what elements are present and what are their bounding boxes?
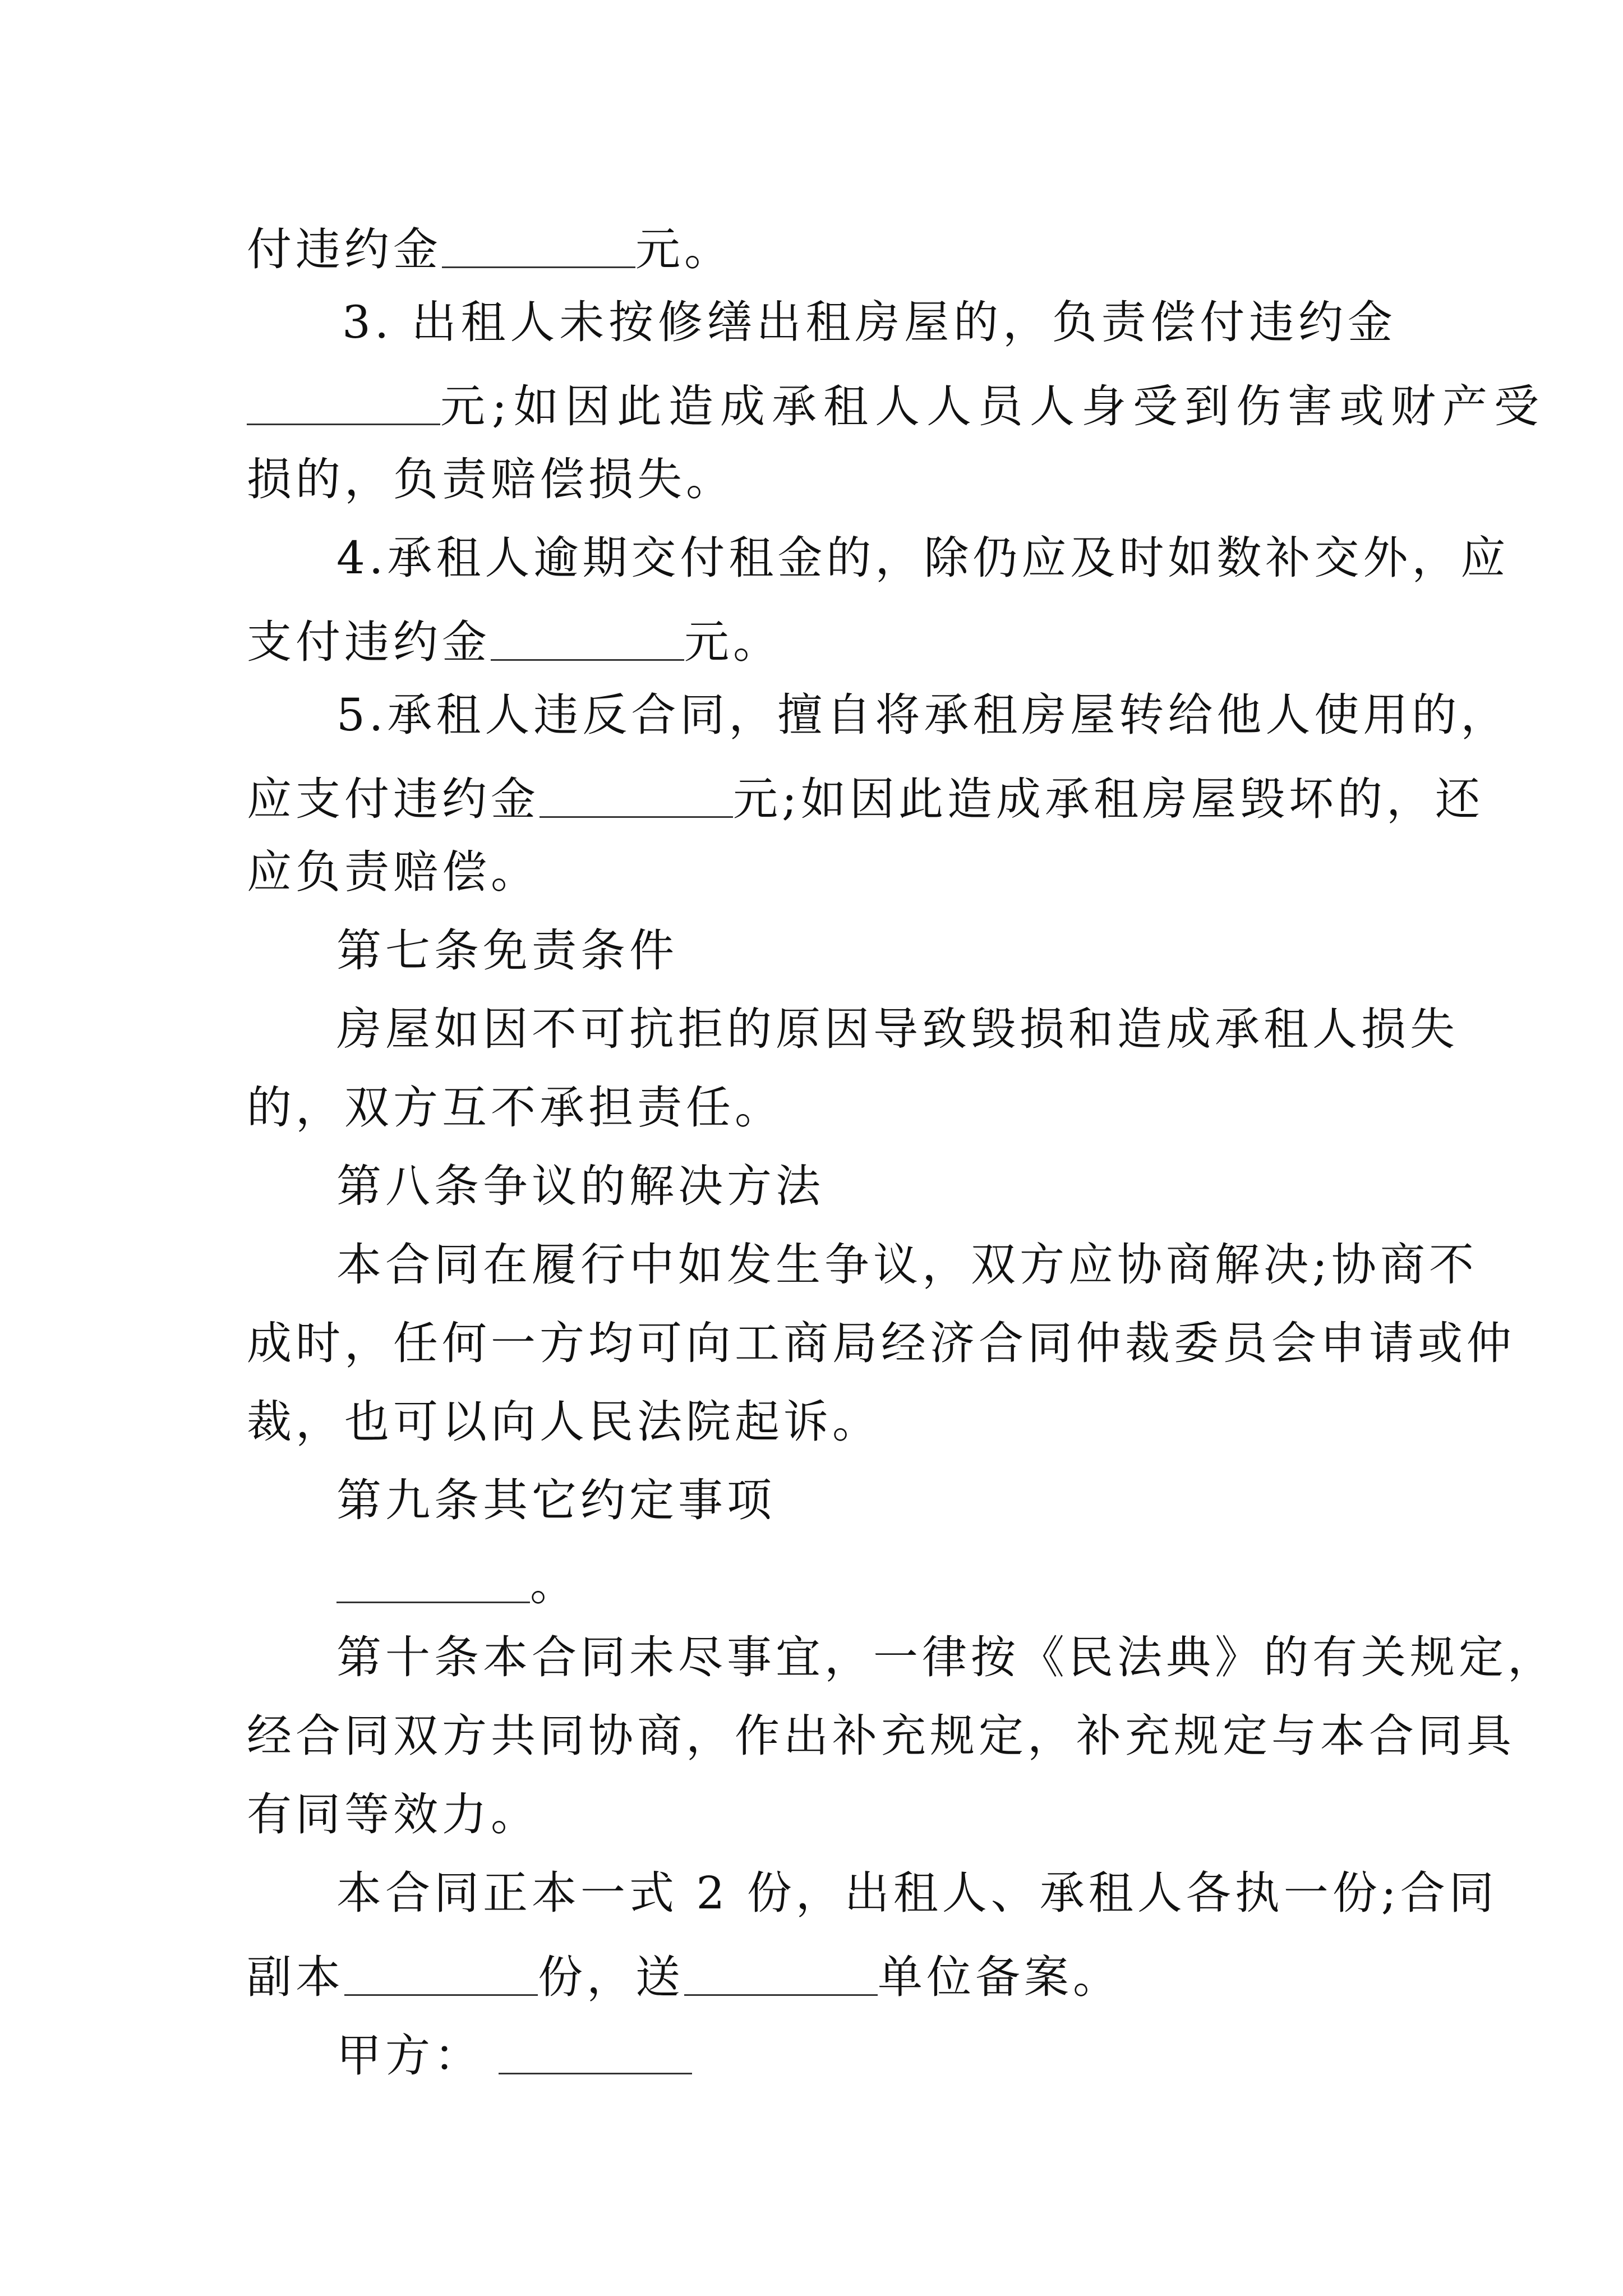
- text-line: 裁，也可以向人民法院起诉。: [247, 1396, 881, 1448]
- section-heading: 第八条争议的解决方法: [336, 1160, 824, 1212]
- text-line: 支付违约金 元。: [247, 614, 1402, 665]
- blank-field[interactable]: [344, 1949, 538, 1996]
- text-line: 成时，任何一方均可向工商局经济合同仲裁委员会申请或仲: [247, 1317, 1515, 1369]
- blank-field[interactable]: [499, 2028, 692, 2074]
- blank-field[interactable]: [540, 771, 733, 818]
- blank-field[interactable]: [442, 222, 635, 268]
- text-line: 第十条本合同未尽事宜，一律按《民法典》的有关规定，: [336, 1631, 1556, 1683]
- text-line: 。: [336, 1557, 1492, 1607]
- blank-field[interactable]: [247, 379, 440, 425]
- text-line: 本合同在履行中如发生争议，双方应协商解决;协商不: [336, 1239, 1478, 1291]
- text-line: 房屋如因不可抗拒的原因导致毁损和造成承租人损失: [336, 1003, 1459, 1055]
- text-line: 副本 份，送 单位备案。: [247, 1949, 1402, 2000]
- blank-field[interactable]: [684, 1949, 878, 1996]
- text-line: 本合同正本一式 2 份，出租人、承租人各执一份;合同: [336, 1867, 1498, 1919]
- text-line: 应支付违约金 元;如因此造成承租房屋毁坏的，还: [247, 771, 1402, 822]
- text-line: 付违约金 元。: [247, 222, 1402, 272]
- text-line: 4.承租人逾期交付租金的，除仍应及时如数补交外，应: [336, 532, 1510, 584]
- section-heading: 第九条其它约定事项: [336, 1474, 776, 1526]
- text-line: 5.承租人违反合同，擅自将承租房屋转给他人使用的，: [336, 689, 1510, 741]
- signature-line: 甲方：: [336, 2028, 1492, 2078]
- blank-field[interactable]: [491, 614, 684, 661]
- text-line: 的，双方互不承担责任。: [247, 1082, 783, 1134]
- text-line: 有同等效力。: [247, 1788, 540, 1841]
- blank-field[interactable]: [336, 1557, 530, 1603]
- text-line: 应负责赔偿。: [247, 846, 540, 898]
- text-line: 经合同双方共同协商，作出补充规定，补充规定与本合同具: [247, 1710, 1515, 1762]
- text-line: 3. 出租人未按修缮出租房屋的，负责偿付违约金: [342, 296, 1396, 348]
- section-heading: 第七条免责条件: [336, 924, 678, 977]
- text-line: 元;如因此造成承租人人员人身受到伤害或财产受: [247, 379, 1402, 429]
- text-line: 损的，负责赔偿损失。: [247, 453, 735, 505]
